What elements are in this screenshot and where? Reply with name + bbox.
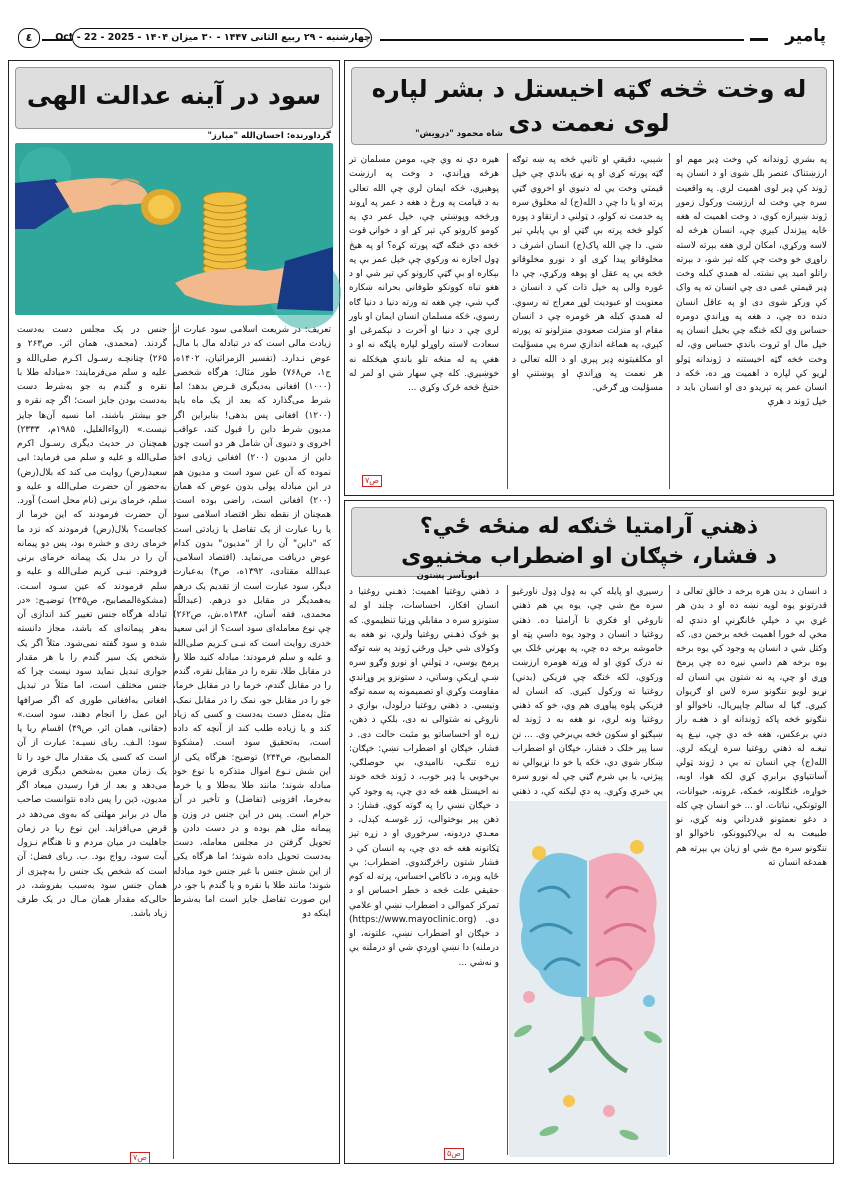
- article-mental-health: [344, 500, 834, 1164]
- column-divider: [173, 323, 174, 1159]
- continued-marker: [441, 1141, 464, 1160]
- jump-page-link[interactable]: ص۷: [130, 1152, 150, 1164]
- continued-marker: [359, 475, 382, 487]
- article-title-line1: له وخت څخه ګټه اخيستل د بشر لپاره: [371, 75, 807, 103]
- brand-rule: [750, 38, 768, 41]
- brand-name: پامير: [785, 26, 826, 46]
- column-divider: [669, 153, 670, 489]
- article-author: ابويآسر پښتون: [416, 571, 479, 581]
- article-title: سود در آينه عدالت الهی: [26, 81, 322, 110]
- brain-illustration: [509, 801, 667, 1157]
- column-divider: [507, 585, 508, 1155]
- article-column-1: تعریف: در شریعت اسلامی سود عبارت از زیادت مالی است که در تبادله مال با مال، عوض نـدارد. (تفسیر الزمراثیان، ۱۴۰۲ه، ج۱، ص۷۶۸) طور مثال: هرگاه شخصی (۱۰۰۰) افغانی به‌دیگری قـرض بدهد؛ اما شرط می‌گذارد که بعد از یک ماه باید (۱۲۰۰) افغانی پس بدهی! بنابراین اگر مدیون شرط داین را قبول کند، عواقب اخروی و دنیوی آن شامل هر دو است چون داین از مدیون (۲۰۰) افغانی زیادی اخذ نموده که آن عین سود است و مدیون هم در این مبادله پولی بدون عوض که همان (۲۰۰) افغانی است، راضی بوده است. همچنان از نقطه نظر اقتصاد اسلامی سود یا ربا عبارت از یک تفاضل یا زیادتی است که "داین" آن را از "مدیون" بدون کدام عوض دریافت می‌نماید. (اقتصاد اسلامی، عبدالله مقتادی، ۱۳۹۲ه، ص۴) به‌عبارت دیگر، سود عبارت است از تقدیم یک درهم به‌همدیگر در مقابل دو درهم. (عبداللّه محمدی، فقه آسان، ۱۳۸۴ه.ش، ص۲۶۲) چې نوع معامله‌ای سود است؟ از ابی‌ سعید خدری روایت است که نبـی‌ کـریم صلی‌الله و علیه و سلم فرمودند: مبادله کنید طلا را در مقابل طلا، نقره را در مقابل نقره، گندم را در مقابل گندم، خرما را در مقابل خرما، جو را در مقابل جو، نمک را در مقابل نمک، مثل به‌مثل دست به‌دست و کسی که زیاد کند و یا زیاده طلب کند از آنچه که داده است، به‌تحقیق سود است. (مشکوة المصابیح، ص۲۴۴) توضیح: هرگاه یکی از این شش نـوع اموال متذکره با نوع خود مبادله شوند؛ مانند طلا به‌طلا و یا خرما به‌خرما، افزونی (تفاضل) و تأخیر در آن حرام است. پس در این جنس در وزن و پیمانه مثل هم بوده و در دست دادن و تحویل گرفتن در مجلس معامله، دست به‌دست تحویل داده شوند؛ اما هرگاه یکی از این شش جنس با غیر جنس خود مبادله شوند؛ مانند طلا با نقره و یا گندم با جو، در این صورت تفاضل جایز است اما به‌شرط اینکه دو: [173, 325, 332, 920]
- article-title-line1: ذهني آرامتيا څنګه له منځه ځي؟: [419, 514, 759, 539]
- article-title-line2: لوی نعمت دی: [508, 109, 670, 137]
- article-column-3: هيره دې نه وي چې، مومن مسلمان تر هرڅه وړاندې، د وخت په ارزښت پوهيږي، څکه ایمان لري چې الله تعالی به د قیامت په ورځ د هغه د عمر په اړوند ورڅخه وپوښتي چې، خپل عمر دې په کومو کارونو کې تېر کړ او د خوانۍ قوت څخه دې څنګه ګټه پورته کړه؟ او په هیڅ ډول اجازه نه ورکوي چې خپل عمر بې په بېکاره او بې ګټې کارونو کې تېر شي او د هغو تباه کوونکو طوفاني بحرانه ښکاره ګپ شي، چې هغه ته ورته دنيا د دنیا ګاه رسوي، څکه مسلمان انسان ایمان او باور لري چې د دنیا او آخرت د نېکمرغی او سعادت لاسته راوړلو لپاره پاڼګه نه او د هغې په له منځه تلو باندې هیڅکله نه خوښیږي. کله چې سهار شي او لمر له ختیځ څخه ځرک وکړي ...: [348, 155, 499, 393]
- article-column-3: د ذهني روغتيا اهميت: ذهـني روغتيا د انسان افکار، احساسات، چلند او له ستونزو سره د مقابلې وړتیا تنظیموي. که یو څوک ذهـني روغتيا ولري، نو هغه به وکولای شي خپل ورځنۍ ژوند په ښه توګه پرمخ یوسي، د ټولنې او نورو وګړو سره ښـې اړیکې وساتي، د ستونزو پر وړاندې مقاومت وکړي او تصمیمونه په سمه توګه ونیسي. د ذهني روغتيا درلودل، بوازې د ناروغۍ نه شتوالی نه دی، بلکې د ذهن، زړه او احساساتو یو مثبت حالت دی. د فشار، خپګان او اضطراب نښې: خپګان: زړه تنګـي، ناامیدي، بې حوصلګي، بې‌خوبي یا ډیر خوب، د ژوند څخه خوند نه اخیستل هغه څه دي چې، په وجود کې د خپګان نښې را په ګوته کوي. فشار: د ذهن پېر بوختوالی، ژر غوسـه کېدل، د معـدې دردونه، سرخوږي او د زړه تېز ټکانونه هغه څه دي چې، په انسان کې د فشار شتون راڅرګندوي. اضطراب: بې ځایه ویره، د ناکامۍ احساس، پرته له کوم حقیقي علت څخه د خطر احساس او د تمرکز کموالی د اضطراب نښې او علامې دي. (https://www.mayoclinic.org) د خپګان او اضطراب نښې، علتونه، او درملنه) دا نښې اوږدې شي او درملنه یې و نه‌شي ...: [349, 587, 499, 968]
- article-time-value: [344, 60, 834, 496]
- article-title-bar: [351, 507, 827, 577]
- article-title-line2: د فشار، خپګان او اضطراب مخنيوی: [401, 544, 777, 569]
- article-column-1: د انسان د بدن هره برخه د خالق تعالی د قدرتونو یوه لویه نښه ده او د بدن هر غړي بې د خپلې ځانګړنې او دندې له مخې له خورا اهمیت څخه برخمن دی. که وکتل شي د انسان په وجود کې یوه برخه بوه برخه هم داسې نیږه ده چې پرمخ وړي او چې، په نه شتون یې انسان له نړیو لویو ننګونو سره لاس او ګریوان کیږي. ګیا له سالم چاپیریال، ناخوالو او ننګونو څخه پاکه ژوندانه او د هغـه راز دنې برعکس، هغه څه دي چې، نیـغ په نیغـه له ذهني روغتيا سره اړيکه لري. الله(ج) چې انسان ته بې د ژوند ټولې آسانتياوې برابرې کړي لکه هوا، اوبه، خواړه، ځنګلونه، څمکه، غرونه، حیوانات، الوتونکي، نباتات. او ... خو انسان چې کله د دغو نعمتونو قدرداني ونه کړي، نو طبیعت به له بې‌لاکیوونکو، ناخوالو او ننګونو سره مخ شي او زیان یې بېرته هم همدغه انسان ته: [676, 587, 827, 868]
- article-author: شاه محمود "درويش": [415, 129, 503, 139]
- jump-page-link[interactable]: ص۷: [362, 475, 382, 487]
- continued-marker: [127, 1145, 150, 1164]
- article-column-2: رسیږي او پایله کې به ډول ډول ناورغیو سره مخ شي چې، یوه یې هم ذهني ناروغي او فکري نا آرامتیا ده. ذهني روغتيا د انسان د وجود یوه داسې پټه او خاموشه برخه ده چې، په بهرني ځلک بې نه درک کوي او له وړته هومره ارزښت ورکوي، لکه څنګه چې فزیکي (بدني) روغتیا ته ورکول کېږي. که انسان له فزیکي پلوه پیاوړی هم وي، خو که ذهني روغتيا ونه لري، نو هغه به د ژوند له ښېګڼو او سکون څخه بې‌برخې وي. ... نن سبا پېر خلک د فشار، خپګان او اضطراب ښکار شوي دي، څکه یا خو دا نړیوالې نه پېژني، یا بې شرم ګڼي چې له نورو سره یې خبرې وکړي. په دې ليکنه کې، د ذهني: [512, 587, 663, 797]
- article-column-2: جنس در یک مجلس دست به‌دست گردند. (محمدی، همان اثر، ص۲۶۳ و ۲۶۵) چنانچـه رسـول اکـرم صلی‌الله و علیه و سلم می‌فرمایند: «مبادله طلا با نقره و گندم به جو به‌شرط دست به‌دست بودن جایز است؛ اگر چه نقره و جو بیشتر باشند، اما نسیه آن‌ها جایز نیست.» (ارواءالغلیل، ۱۹۸۵م، ۲۳۳۳) همچنان در حدیث دیگری رسـول اکرم صلی‌الله و علیه و سلم می فرماید: ابی سعید(رض) روایت می کند که بلال(رض) به‌حضور آن حضرت صلی‌الله و علیه و سلم، خرمای برنی (نام محل است) آورد. آن حضرت فرمودند که این خرما از کجاست؟ بلال(رض) فرمودند که نزد ما خرمای ردی و خشره بود، پس دو پیمانه آن را در بدل یک پیمانه خرمای برنی فروختم. نبـی کریم صلی‌الله و علیه و سلم فرمودند که عین سـود اسـت. (مشکوةالمصابیح، ص۲۴۵) توضیـح: «در تبادله هرگاه جنس تغییر کند اندازی آن به‌هر پیمانه‌ای که باشد، مجاز دانسته شده و سود گفته نمی‌شود. مثلاً اگر یک شخص یک سیر گندم را با هر مقدار جواری تبدیل نماید سود نیست چرا که جنس مختلف است، اما مثلاً در تبدیل افغانی به‌افغانی طوری که اگر صرافها این عمل را انجام دهند، سود است.» (حقانی، همان اثر، ص۴۹) اقسام ربا یا سود: الـف. ربای نسیـه: عبارت از آن است که کسی یک مقدار مال خود را تا یک زمان معین به‌شخص دیگری قرض می‌دهد و بعد از فرا رسیدن میعاد اگر مدیون، دَین را پس داده نتوانست صاحب مال در برابر مهلتی که به‌وی می‌دهد در قرض می‌افزاید. این نوع ربا در زمان جاهلیت در میان مردم و تا هنگام نـزول آیت سود، رواج بود. ب. ربای فضل: آن است که شخص یک جنس را به‌چیزی از همان جنس سود به‌سبب بفروشد، در حالی‌که مقدار همان مـال در یک طرف زیاد باشد.: [17, 325, 167, 920]
- article-column-2: شېبې، دقیقې او ثانیې څخه په ښه توګه ګټه پورته کړي او په نړۍ باندې چې خپل قیمتي وخت یې له دنیوي او اخروي ګټې پرته او یا دا چې د الله(ج) له مخلوق سره په خدمت نه کولو، د ټولنې د ارتقاو د پوره کولو څخه پرته بې ګټې او بې پایلې تېر شي. دا چې الله پاک(ج) انسان اشرف د مخلوقاتو پیدا کړی او د نورو مخلوقاتو څخه یې په عقل او پوهه ورکړې، چې دا غوره والی په خپل ذات کې د انسان د معنویت او عبودیت لوړ معراج ته رسوي. له همدې کبله هر څومره چې د انسان مقام او منزلت صعودي منزلونو ته پورته کېږي، په هماغه اندازې سره یې مسؤلیت او مکلفیتونه ډیر پېري او د الله تعالی د هر نعمت په وړاندې او پوښتنې او مسؤلیت وړ ګرځي.: [512, 155, 663, 393]
- jump-page-link[interactable]: ص۵: [444, 1148, 464, 1160]
- masthead: [8, 24, 834, 54]
- column-divider: [669, 585, 670, 1155]
- article-column-1: په بشري ژوندانه کې وخت ډير مهم او ارزښتناک عنصر بلل شوی او د انسان په ژوند کې ډیر لوی اهمیت لري. په واقعيت سره چې وخت له ارزښت ورکول زموږ ژوند ښېرازه کوي، د وخت اهميت له هغه ځايه پېژندل کېږي چې، انسان هرڅه له لاسه ورکړي، امکان لري هغه بېرته لاسته راوړي خو وخت چې کله تېر شو، د بېرته راتلو امید یې نشته. له همدې کبله وخت ډیر قیمتي غمی دی چې انسان ته په واک کې ورکړ شوی دی او په عاقل انسان دنده ده چې، د هغه په وړاندې دومره حساس وي لکه څنګه چې بخیل انسان په خپل مال او ثروت باندې حساس وي، له وخت څخه ګټه اخیستنه د ژوندانه ټولو لړیو کې لپاره د اهمیت وړ ده، څکه د انسان عمر په تېریدو دی او انسان باید د خپل ژوند د هرې: [676, 155, 827, 408]
- coins-in-hands-illustration: [15, 143, 333, 315]
- article-title-bar: [15, 67, 333, 129]
- article-usury: [8, 60, 340, 1164]
- dateline: چهارشنبه - ۲۹ ربيع الثانی ۱۴۴۷ - ۳۰ ميزان ۱۴۰۴ - Oct - 22 - 2025: [72, 28, 372, 48]
- page-number: ٤: [18, 28, 40, 48]
- article-author: گرداورنده: احسان‌الله "مبارز": [207, 131, 331, 141]
- column-divider: [507, 153, 508, 489]
- header-rule-right: [380, 39, 744, 41]
